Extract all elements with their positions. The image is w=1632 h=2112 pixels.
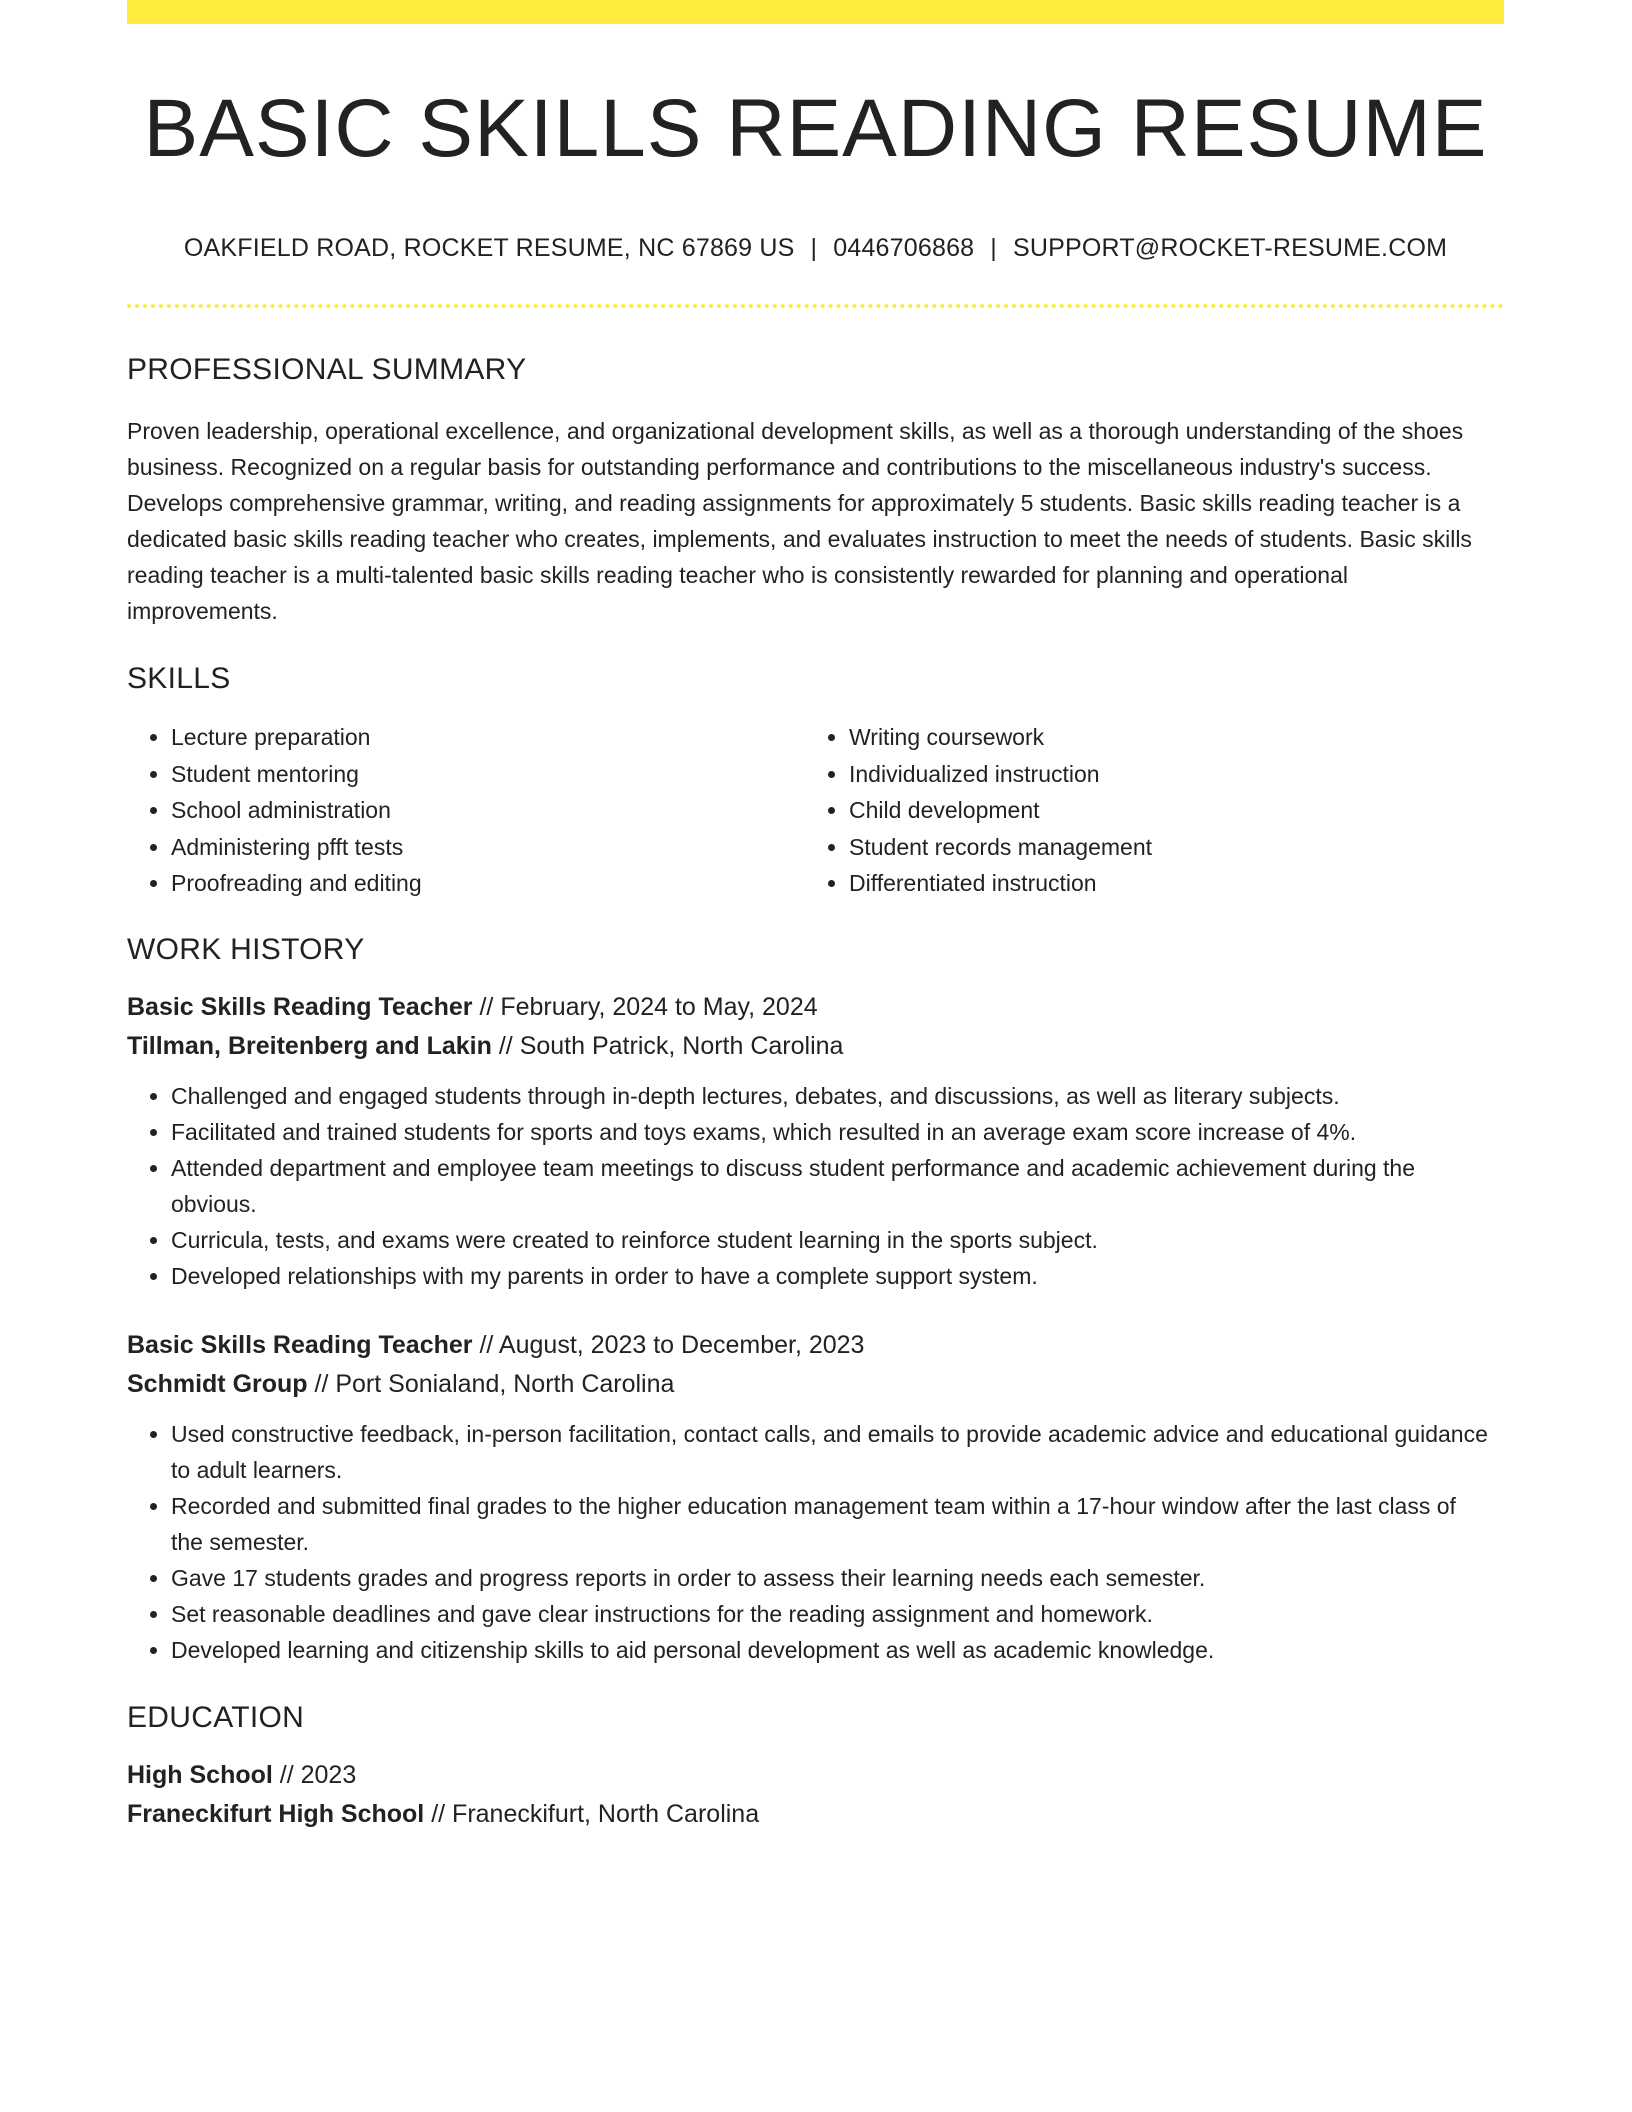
contact-separator: | xyxy=(810,234,818,262)
job-entry xyxy=(127,1326,1504,1668)
education-school-line xyxy=(127,1795,1504,1834)
job-bullet: • Facilitated and trained students for sports and toys exams, which resulted in an average exam score increase of 4%. xyxy=(171,1114,1504,1150)
skill-item: • Individualized instruction xyxy=(849,756,1483,793)
job-bullet: • Recorded and submitted final grades to the higher education management team within a 17-hour window after the last class of the semester. xyxy=(171,1488,1504,1560)
dotted-divider xyxy=(127,304,1504,308)
skills-grid xyxy=(127,719,1504,902)
education-degree: High School xyxy=(127,1760,273,1789)
job-title: Basic Skills Reading Teacher xyxy=(127,992,473,1021)
job-bullets xyxy=(127,1078,1504,1294)
education-degree-line xyxy=(127,1756,1504,1795)
skill-item: • Lecture preparation xyxy=(171,719,805,756)
job-bullet: • Gave 17 students grades and progress reports in order to assess their learning needs each semester. xyxy=(171,1560,1504,1596)
education-school: Franeckifurt High School xyxy=(127,1799,425,1828)
resume-title: BASIC SKILLS READING RESUME xyxy=(143,83,1488,174)
skill-item: • School administration xyxy=(171,792,805,829)
contact-email: SUPPORT@ROCKET-RESUME.COM xyxy=(1013,234,1448,262)
job-bullet: • Developed learning and citizenship skills to aid personal development as well as academic knowledge. xyxy=(171,1632,1504,1668)
job-company-line xyxy=(127,1027,1504,1066)
skill-item: • Differentiated instruction xyxy=(849,865,1483,902)
job-bullet: • Challenged and engaged students through in-depth lectures, debates, and discussions, as well as literary subjects. xyxy=(171,1078,1504,1114)
skill-item: • Student mentoring xyxy=(171,756,805,793)
education-year: // 2023 xyxy=(272,1760,357,1789)
job-title: Basic Skills Reading Teacher xyxy=(127,1330,473,1359)
job-bullet: • Developed relationships with my parents in order to have a complete support system. xyxy=(171,1258,1504,1294)
summary-text: Proven leadership, operational excellence, and organizational development skills, as well as a thorough understanding of the shoes business. Recognized on a regular basis for outstanding performance and contributions to the miscellaneous industry's success. Develops comprehensive grammar, writing, and reading assignments for approximately 5 students. Basic skills reading teacher is a dedicated basic skills reading teacher who creates, implements, and evaluates instruction to meet the needs of students. Basic skills reading teacher is a multi-talented basic skills reading teacher who is consistently rewarded for planning and operational improvements. xyxy=(127,418,1472,624)
education-location: // Franeckifurt, North Carolina xyxy=(424,1799,760,1828)
job-bullet: • Attended department and employee team meetings to discuss student performance and academic achievement during the obvious. xyxy=(171,1150,1504,1222)
job-bullet: • Set reasonable deadlines and gave clear instructions for the reading assignment and homework. xyxy=(171,1596,1504,1632)
job-company-line xyxy=(127,1365,1504,1404)
job-bullets xyxy=(127,1416,1504,1668)
top-accent-bar xyxy=(127,0,1504,24)
contact-phone: 0446706868 xyxy=(833,234,975,262)
education-heading: EDUCATION xyxy=(127,1700,305,1734)
contact-address: OAKFIELD ROAD, ROCKET RESUME, NC 67869 US xyxy=(183,234,795,262)
skill-item: • Proofreading and editing xyxy=(171,865,805,902)
job-company: Schmidt Group xyxy=(127,1369,308,1398)
job-location: // South Patrick, North Carolina xyxy=(491,1031,844,1060)
summary-heading: PROFESSIONAL SUMMARY xyxy=(127,353,527,386)
contact-separator: | xyxy=(990,234,997,262)
job-location: // Port Sonialand, North Carolina xyxy=(307,1369,675,1398)
job-dates: // February, 2024 to May, 2024 xyxy=(472,992,818,1021)
job-bullet: • Used constructive feedback, in-person facilitation, contact calls, and emails to provide academic advice and educational guidance to adult learners. xyxy=(171,1416,1504,1488)
skills-heading: SKILLS xyxy=(127,662,231,695)
skill-item: • Child development xyxy=(849,792,1483,829)
job-title-line xyxy=(127,988,1504,1027)
skill-item: • Administering pfft tests xyxy=(171,829,805,866)
skill-item: • Writing coursework xyxy=(849,719,1483,756)
job-dates: // August, 2023 to December, 2023 xyxy=(472,1330,865,1359)
job-company: Tillman, Breitenberg and Lakin xyxy=(127,1031,492,1060)
work-history-heading: WORK HISTORY xyxy=(127,932,365,966)
contact-line xyxy=(127,234,1504,263)
resume-page xyxy=(127,0,1504,1834)
skills-right-column xyxy=(805,719,1483,902)
skills-left-column xyxy=(127,719,805,902)
job-title-line xyxy=(127,1326,1504,1365)
skill-item: • Student records management xyxy=(849,829,1483,866)
job-entry xyxy=(127,988,1504,1294)
job-bullet: • Curricula, tests, and exams were created to reinforce student learning in the sports subject. xyxy=(171,1222,1504,1258)
